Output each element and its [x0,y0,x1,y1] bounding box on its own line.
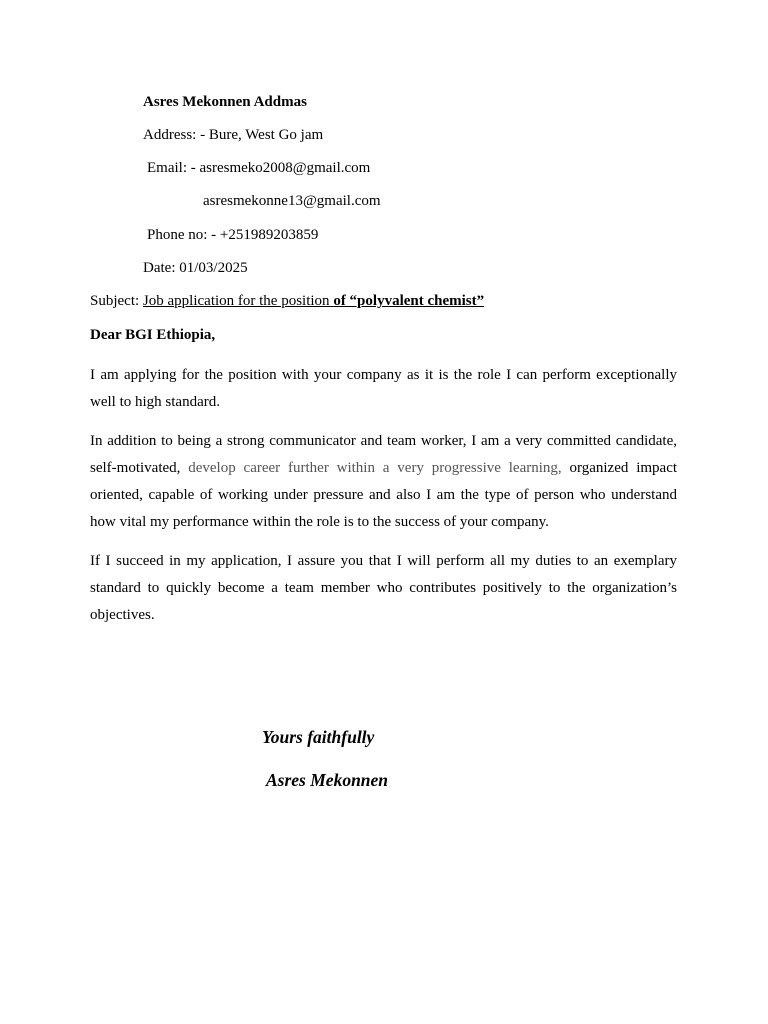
body-paragraph-2-end: organized impact oriented, capable of working under pressure and also I am the type of person who understand how vital my performance within the role is to the success of your company. [90,460,678,530]
sender-address: Address: - Bure, West Go jam [143,127,324,143]
body-paragraph-3: If I succeed in my application, I assure you that I will perform all my duties to an exemplary standard to quickly become a team member who contributes positively to the organization’s objectives. [90,553,677,623]
subject-line [90,292,484,310]
subject-label: Subject: [90,293,143,309]
body-paragraph-1: I am applying for the position with your company as it is the role I can perform exceptionally well to high standard. [90,367,677,410]
subject-description: Job application for the position [142,293,334,309]
salutation: Dear BGI Ethiopia, [90,327,216,343]
body-paragraph-2-start: In addition to being a strong communicator and team worker, I am a very committed candidate, self-motivated, [90,433,677,476]
body-paragraph-2-muted: develop career further within a very progressive learning, [188,460,562,476]
subject-position: of “polyvalent chemist” [333,293,485,309]
letter-date: Date: 01/03/2025 [143,260,248,276]
subject-text [143,293,484,309]
sender-email-primary: Email: - asresmeko2008@gmail.com [147,160,371,176]
sender-name: Asres Mekonnen Addmas [143,94,307,110]
body-paragraph-2 [90,428,677,536]
sender-email-secondary: asresmekonne13@gmail.com [203,193,381,209]
signature-name: Asres Mekonnen [266,770,389,790]
sender-phone: Phone no: - +251989203859 [147,227,319,243]
valediction: Yours faithfully [262,727,375,747]
